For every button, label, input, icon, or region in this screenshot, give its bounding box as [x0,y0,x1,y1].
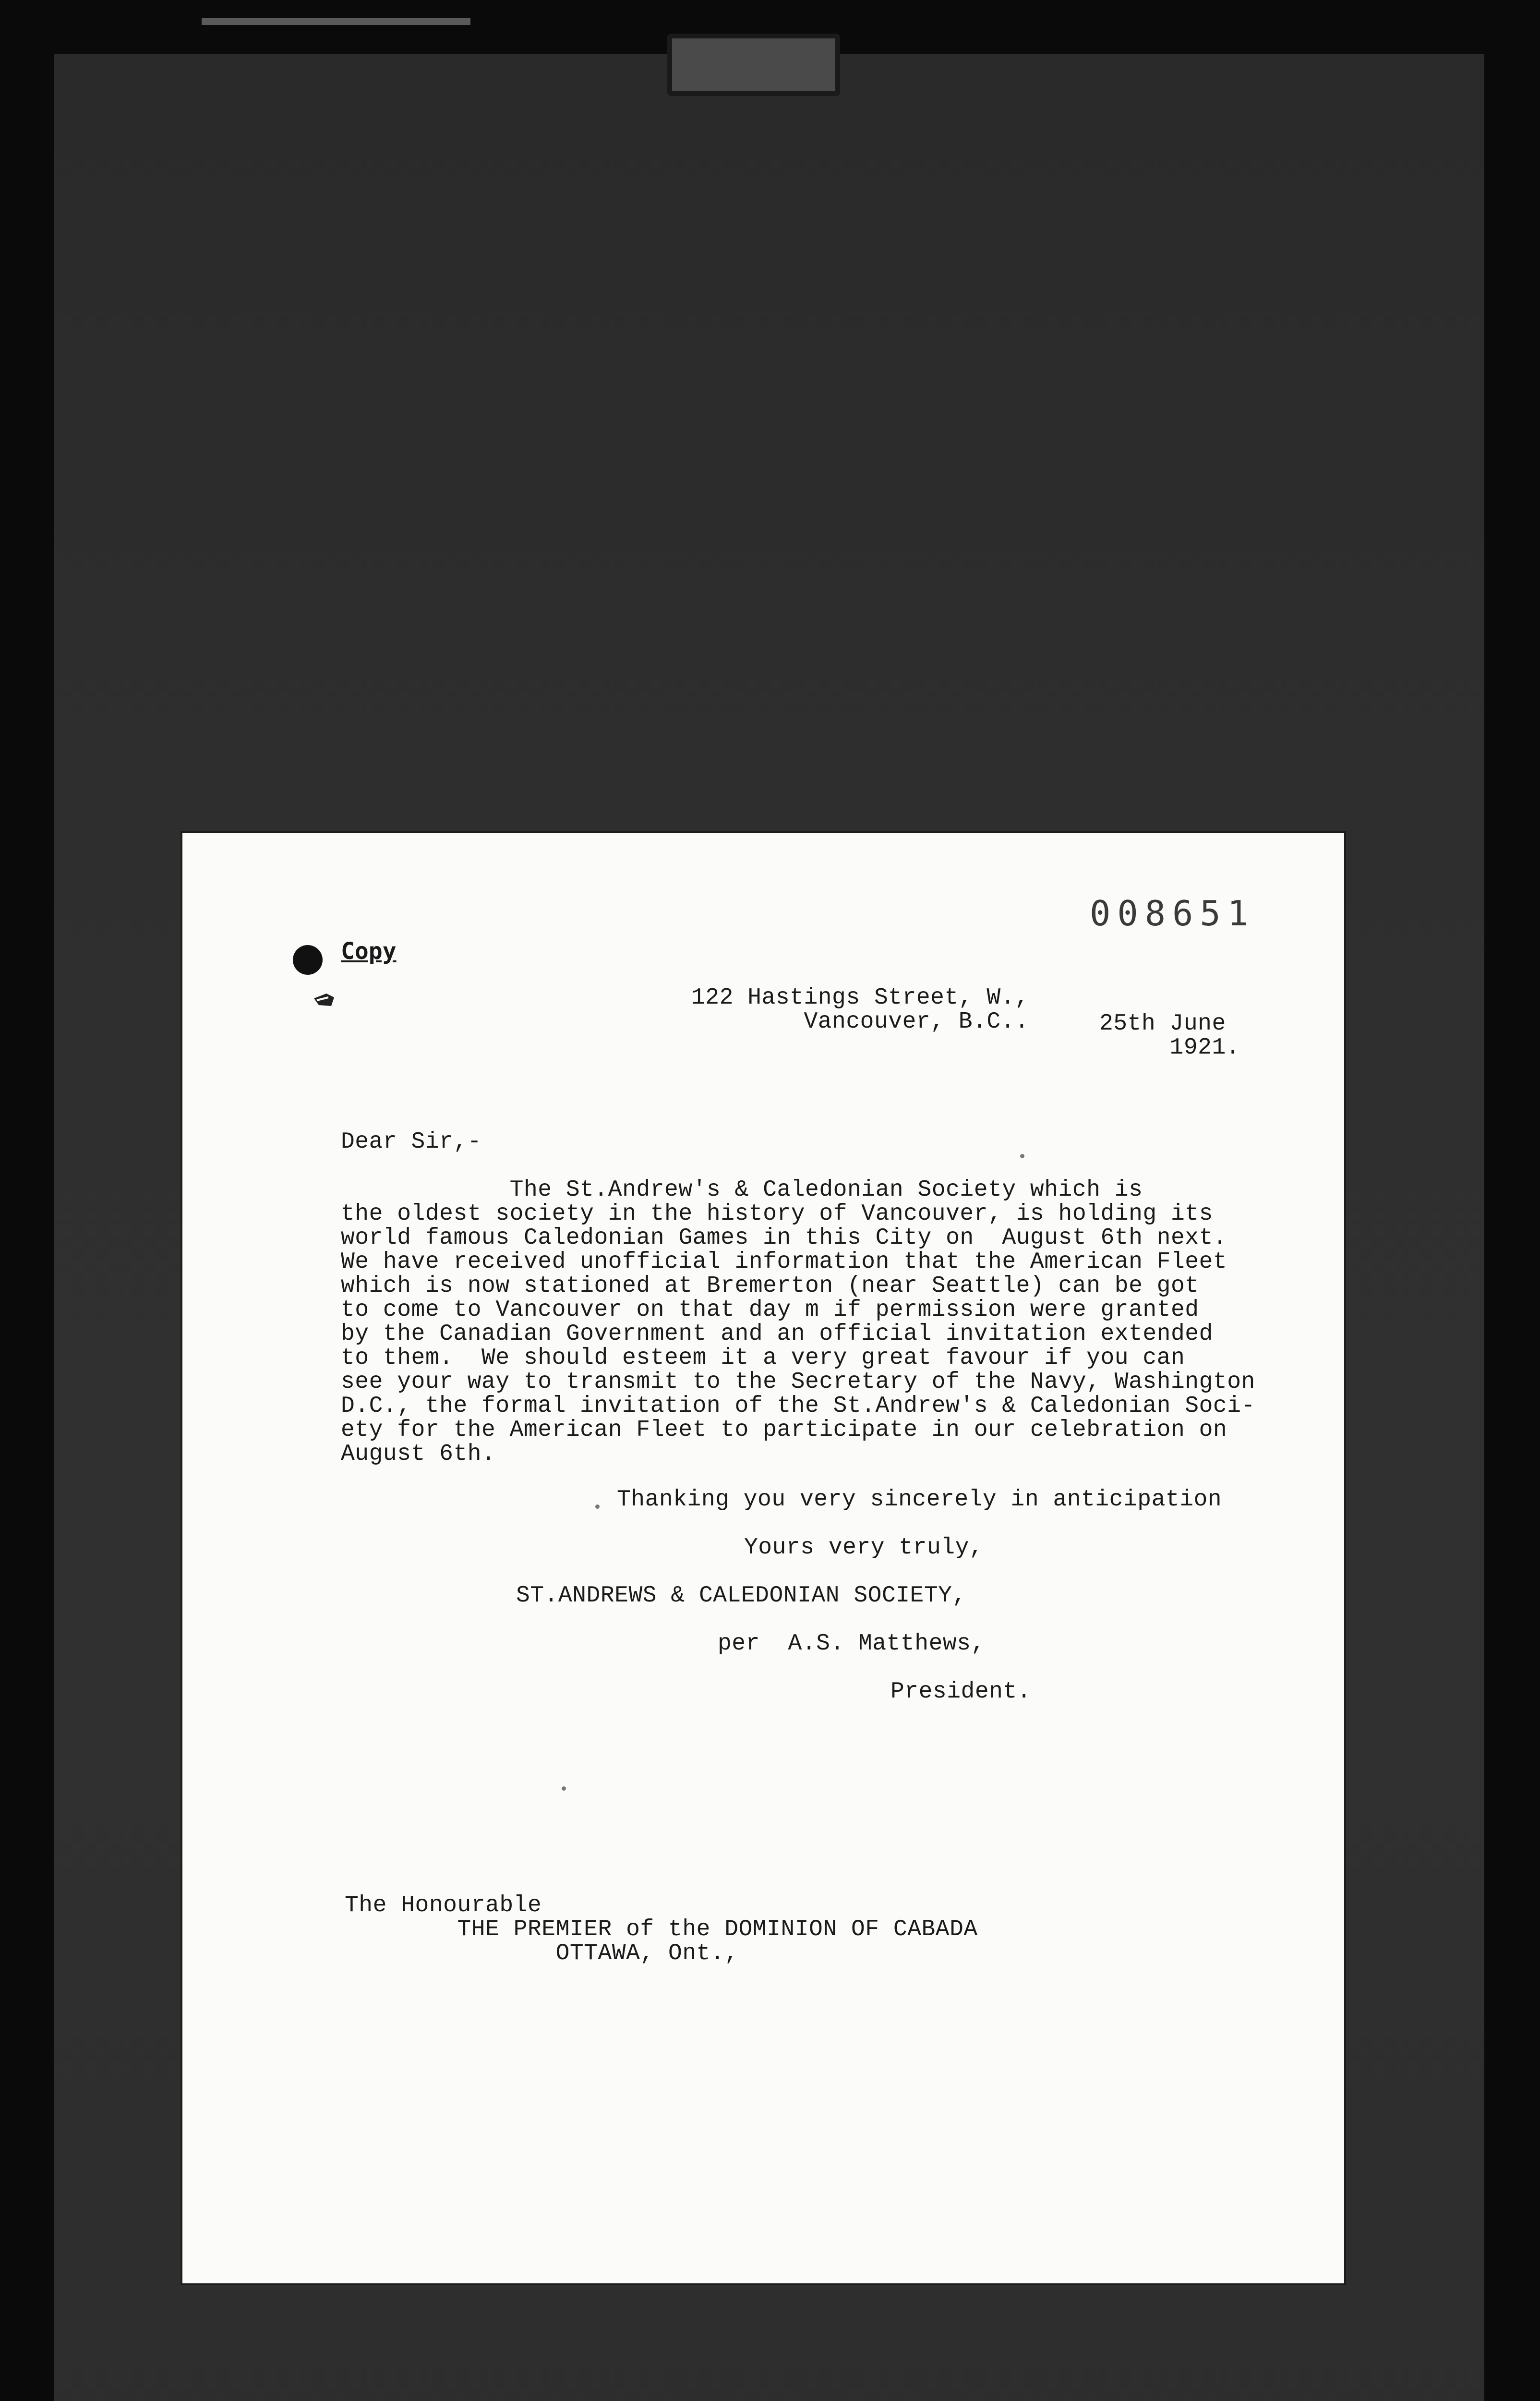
stray-mark [1020,1154,1024,1158]
letter-date: 25th June 1921. [1099,1011,1240,1061]
stray-mark [595,1504,600,1509]
copy-label: Copy [341,938,397,965]
signatory-title: President. [890,1679,1032,1705]
ink-smudge-icon [312,992,336,1008]
closing-thanks: Thanking you very sincerely in anticipation [617,1487,1222,1513]
addressee-block: The Honourable THE PREMIER of the DOMINION OF CABADA OTTAWA, Ont., [345,1892,978,1966]
stray-mark [562,1786,566,1791]
salutation: Dear Sir,- [341,1129,482,1155]
punch-hole-mark [293,945,323,975]
closing-yours: Yours very truly, [744,1535,984,1561]
signatory-name: per A.S. Matthews, [718,1631,985,1657]
mount-clip [667,34,840,96]
sender-address: 122 Hastings Street, W., Vancouver, B.C.. [691,985,1029,1035]
letter-sheet [182,833,1344,2283]
document-number: 008651 [1090,893,1255,934]
film-edge-mark [202,18,470,25]
letter-body: The St.Andrew's & Caledonian Society which is the oldest society in the history of Vancouver, is holding its world famous Caledonian Games in this City on August 6th next. We have received unofficial information that the American Fleet which is now stationed at Bremerton (near Seattle) can be got to come to Vancouver on that day m if permission were granted by the Canadian Government and an official invitation extended to them. We should esteem it a very great favour if you can see your way to transmit to the Secretary of the Navy, Washington D.C., the formal invitation of the St.Andrew's & Caledonian Soci- ety for the American Fleet to participate in our celebration on August 6th. [341,1177,1255,1467]
signatory-society: ST.ANDREWS & CALEDONIAN SOCIETY, [516,1583,966,1609]
